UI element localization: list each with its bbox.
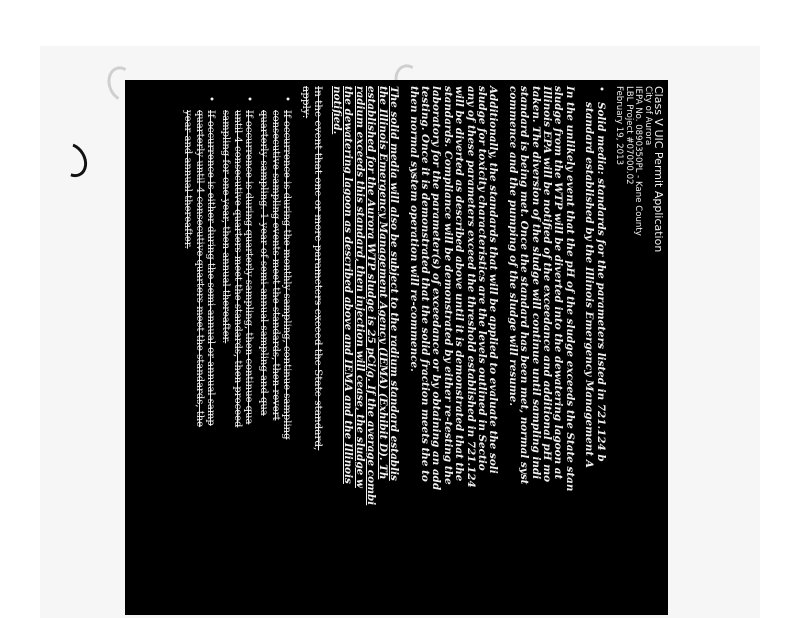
- text-line: then normal system operation will re-commence.: [407, 86, 420, 372]
- list-item: [258, 96, 292, 609]
- rotated-page: [125, 80, 668, 615]
- paragraph-radium: [331, 86, 399, 609]
- text-line: In the event that one or more parameters exceed the State standard,: [311, 86, 324, 451]
- text-line: quarterly until 4 consecutive quarters meet the standards, the: [193, 110, 205, 428]
- bullet-item: [583, 86, 606, 609]
- text-line: sampling for one year, then annual thereafter.: [220, 110, 232, 344]
- text-line: until 4 consecutive quarters meet the standards, then proceed: [231, 110, 243, 428]
- text-line: sludge for toxicity characteristics are the levels outlined in Sectio: [475, 86, 488, 471]
- bullet-icon: •: [242, 96, 254, 102]
- text-line: the dewatering lagoon as described above and IEMA and the Illinois: [342, 86, 355, 484]
- list-item: [220, 96, 254, 609]
- text-line: standard established by the Illinois Emergency Management A: [583, 102, 596, 468]
- list-item: [182, 96, 216, 609]
- paragraph-toxicity: [407, 86, 498, 609]
- text-line: consecutive sampling events meet the standards, then revert: [269, 110, 281, 421]
- header-line: February 19, 2013: [614, 86, 625, 166]
- text-line: the Illinois Emergency Management Agency (IEMA) (Exhibit D). Th: [376, 86, 389, 480]
- text-line: quarterly sampling. 1 year of semi-annual sampling and qua: [258, 110, 270, 416]
- text-line: taken. The diversion of the sludge will continue until sampling indi: [529, 86, 542, 480]
- bullet-text: [583, 102, 606, 468]
- text-line: any of these parameters exceed the threshold established in 721.124: [464, 86, 477, 488]
- paragraph-ph: [506, 86, 574, 609]
- bullet-icon: •: [205, 96, 217, 102]
- text-line: The solid media will also be subject to the radium standard establis: [388, 86, 401, 481]
- text-line: Additionally, the standards that will be applied to evaluate the soli: [487, 86, 500, 474]
- text-line: laboratory for the parameter(s) of exceedance or by obtaining an add: [430, 86, 443, 491]
- bullet-icon: •: [594, 86, 606, 92]
- text-line: established for the Aurora WTP sludge is 25 pCi/g. If the average combi: [365, 86, 378, 506]
- header-title: Class V UIC Permit Application: [652, 86, 665, 253]
- sampling-list: [182, 96, 292, 609]
- scanned-document: [125, 80, 668, 615]
- text-line: year and annual thereafter.: [182, 110, 194, 249]
- document-header: [614, 86, 664, 609]
- text-line: sludge from the WTP will be diverted into the dewatering lagoon at: [552, 86, 565, 480]
- header-line: LBL Project #07000.02: [623, 86, 634, 185]
- paragraph-exceedance: [300, 86, 323, 609]
- text-line: apply:: [300, 86, 313, 119]
- text-line: commence and the pumping of the sludge will resume.: [506, 86, 519, 407]
- text-line: radium exceeds this standard, then injection will cease, the sludge w: [353, 86, 366, 488]
- text-line: In the unlikely event that the pH of the sludge exceeds the State stan: [563, 86, 576, 492]
- header-line: City of Aurora: [643, 86, 653, 146]
- header-line: IEPA No. 0890350PL - Kane County: [633, 86, 644, 236]
- text-line: standard is being met. Once the standard has been met, normal syst: [518, 86, 531, 485]
- text-line: testing. Once it is demonstrated that the solid fraction meets the to: [418, 86, 431, 482]
- text-line: Solid media: standards for the parameters listed in 721.124 b: [594, 102, 607, 462]
- text-line: will be diverted as described above until it is demonstrated that the: [453, 86, 466, 482]
- text-line: standards. Compliance will be demonstrated by either re-testing the: [441, 86, 454, 485]
- bullet-icon: •: [280, 96, 292, 102]
- text-line: Illinois EPA will be notified of the exceedance and additional pH mo: [541, 86, 553, 483]
- text-line: If occurrence is during quarterly sampling, then continue qua: [242, 110, 254, 425]
- text-line: notified.: [331, 86, 344, 135]
- text-line: If occurrence is either during the semi-annual or annual samp: [205, 110, 217, 426]
- text-line: If occurrence is during the monthly sampling, continue sampling: [280, 110, 292, 440]
